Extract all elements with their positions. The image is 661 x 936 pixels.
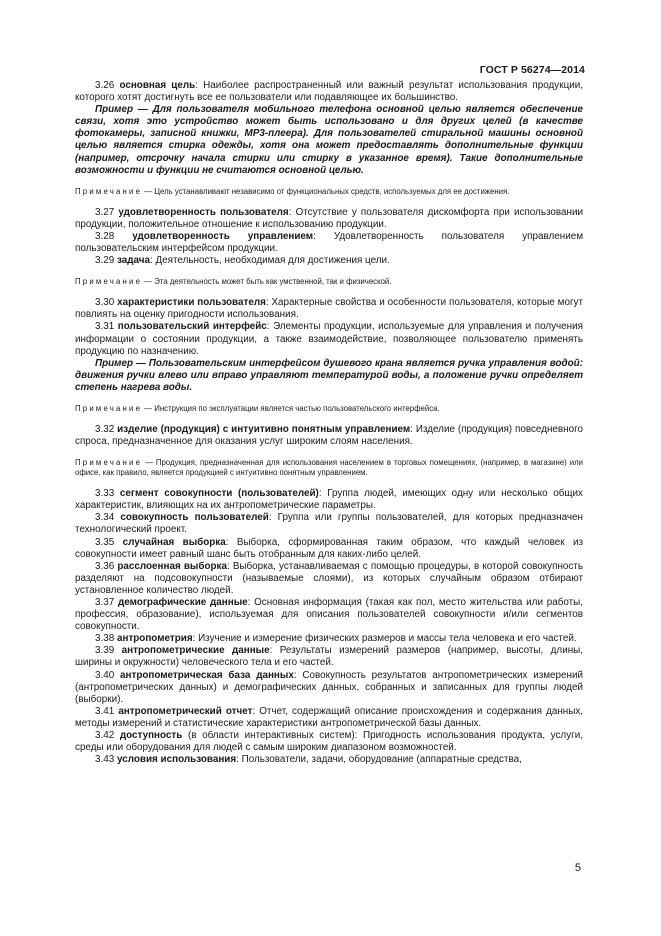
term-definition	[75, 231, 583, 255]
term-definition	[75, 80, 583, 104]
term-text: : Отчет, содержащий описание происхождения и содержания данных, методы измерений и статистические характеристики антропометрической базы данных.	[75, 705, 584, 729]
term-name: удовлетворенность пользователя	[118, 206, 289, 218]
term-text: : Совокупность результатов антропометрических измерений (антропометрических данных) и демографических данных, собранных и записанных для группы людей (выборки).	[75, 669, 584, 705]
term-text: : Деятельность, необходимая для достижения цели.	[150, 255, 390, 267]
example-paragraph: Пример — Для пользователя мобильного телефона основной целью является обеспечение связи, хотя это устройство может быть использовано и для других целей (в качестве фотокамеры, записной книжки, MP3-плеера). Для пользователей стиральной машины основной целью является стирка одежды, хотя она может предоставлять дополнительные функции (например, отсрочку начала стирки или стирку в указанное время). Такие дополнительные возможности и функции не считаются основной целью.	[75, 104, 583, 176]
spacer	[75, 394, 583, 404]
term-name: пользовательский интерфейс	[117, 321, 267, 333]
note-text: — Продукция, предназначенная для использования населением в торговых помещениях, (например, в магазине) или офисе, как правило, является продукцией с интуитивно понятным управлением.	[75, 458, 583, 478]
term-definition	[75, 754, 583, 766]
term-definition	[75, 633, 583, 645]
clause-number: 3.33	[95, 488, 115, 500]
spacer	[75, 448, 583, 458]
term-name: задача	[116, 255, 150, 267]
term-text: : Наиболее распространенный или важный результат использования продукции, которого хотят достигнуть все ее пользователи или подавляющее их большинство.	[75, 80, 583, 104]
note-text: — Цель устанавливают независимо от функциональных средств, используемых для ее достижения.	[142, 186, 510, 196]
clause-number: 3.43	[95, 754, 115, 766]
clause-number: 3.39	[95, 645, 115, 657]
term-definition	[75, 730, 583, 754]
term-text: : Выборка, устанавливаемая с помощью процедуры, в которой совокупность разделяют на подсовокупности (называемые слоями), из которых случайным образом отбирают установленное количество людей.	[75, 560, 583, 596]
clause-number: 3.42	[95, 730, 115, 742]
term-name: изделие (продукция) с интуитивно понятным управлением	[117, 423, 411, 435]
clause-number: 3.30	[95, 297, 115, 309]
spacer	[75, 177, 583, 187]
note-text: — Инструкция по эксплуатации является частью пользовательского интерфейса.	[142, 403, 440, 413]
term-text: : Основная информация (такая как пол, место жительства или работы, профессия, образование), используемая для описания пользователей совокупности и/или сегментов совокупности.	[75, 597, 583, 633]
term-text: : Пользователи, задачи, оборудование (аппаратные средства,	[236, 754, 522, 766]
spacer	[75, 197, 583, 207]
note-paragraph	[75, 404, 583, 414]
term-text: : Группа или группы пользователей, для которых предназначен технологический проект.	[75, 512, 583, 536]
term-text: : Выборка, сформированная таким образом, что каждый человек из совокупности имеет равный шанс быть отобранным для каких-либо целей.	[75, 536, 583, 560]
clause-number: 3.31	[95, 321, 115, 333]
term-definition	[75, 670, 583, 706]
term-name: антропометрические данные	[121, 645, 270, 657]
term-name: демографические данные	[117, 597, 248, 608]
term-text: (в области интерактивных систем): Пригодность использования продукта, услуги, среды или оборудования для людей с самым широким диапазоном возможностей.	[75, 730, 583, 754]
term-name: условия использования	[116, 754, 237, 766]
term-name: расслоенная выборка	[117, 560, 227, 572]
term-definition	[75, 488, 583, 512]
term-text: : Изделие (продукция) повседневного спроса, предназначенное для оказания услуг широким слоям населения.	[75, 423, 583, 448]
term-text: : Результаты измерений размеров (например, высоты, длины, ширины и окружности) человеческого тела и его частей.	[75, 645, 584, 669]
note-text: — Эта деятельность может быть как умственной, так и физической.	[142, 277, 392, 287]
term-definition	[75, 255, 583, 267]
document-body	[75, 80, 583, 766]
term-definition	[75, 706, 583, 730]
term-text: : Группа людей, имеющих одну или несколько общих характеристик, влияющих на их антропометрические параметры.	[75, 488, 583, 512]
term-text: : Удовлетворенность пользователя управлением пользовательским интерфейсом продукции.	[75, 230, 584, 255]
term-name: характеристики пользователя	[117, 297, 266, 309]
clause-number: 3.26	[95, 80, 115, 91]
term-text: : Элементы продукции, используемые для управления и получения информации о состоянии продукции, а также взаимодействие, позволяющее пользователю применять продукцию по назначению.	[75, 321, 583, 357]
term-definition	[75, 561, 583, 597]
term-text: : Характерные свойства и особенности пользователя, которые могут повлиять на оценку пригодности использования.	[75, 297, 584, 321]
term-name: удовлетворенность управлением	[132, 230, 314, 242]
clause-number: 3.29	[95, 255, 115, 267]
term-definition	[75, 424, 583, 448]
note-paragraph	[75, 187, 583, 197]
term-name: антропометрический отчет	[118, 705, 253, 717]
term-definition	[75, 297, 583, 321]
clause-number: 3.28	[95, 230, 115, 242]
term-text: : Отсутствие у пользователя дискомфорта при использовании продукции, положительное отношение к использованию продукции.	[75, 206, 583, 230]
term-name: доступность	[119, 730, 183, 742]
term-name: сегмент совокупности (пользователей)	[119, 488, 319, 500]
clause-number: 3.36	[95, 560, 115, 572]
clause-number: 3.38	[95, 633, 115, 645]
clause-number: 3.35	[95, 536, 115, 548]
note-paragraph	[75, 458, 583, 478]
clause-number: 3.27	[95, 206, 115, 218]
clause-number: 3.40	[95, 669, 115, 681]
spacer	[75, 414, 583, 424]
clause-number: 3.37	[95, 597, 115, 608]
term-name: основная цель	[119, 80, 196, 91]
note-label: Примечание	[75, 186, 143, 196]
term-definition	[75, 537, 583, 561]
spacer	[75, 287, 583, 297]
clause-number: 3.41	[95, 705, 115, 717]
term-name: совокупность пользователей	[120, 512, 269, 524]
clause-number: 3.34	[95, 512, 115, 524]
spacer	[75, 478, 583, 488]
term-name: антропометрия	[116, 633, 193, 645]
example-paragraph: Пример — Пользовательским интерфейсом душевого крана является ручка управления водой: движения ручки влево или вправо управляют температурой воды, а положение ручки определяет степень нагрева воды.	[75, 357, 583, 393]
note-label: Примечание	[75, 403, 143, 413]
term-definition	[75, 207, 583, 231]
term-name: антропометрическая база данных	[120, 669, 294, 681]
spacer	[75, 267, 583, 277]
term-name: случайная выборка	[122, 536, 226, 548]
note-paragraph	[75, 277, 583, 287]
term-text: : Изучение и измерение физических размеров и массы тела человека и его частей.	[192, 633, 577, 645]
clause-number: 3.32	[95, 423, 115, 435]
page-number: 5	[574, 862, 581, 874]
note-label: Примечание	[75, 458, 143, 468]
term-definition	[75, 512, 583, 536]
note-label: Примечание	[75, 277, 143, 287]
term-definition	[75, 645, 583, 669]
term-definition	[75, 321, 583, 357]
standard-header: ГОСТ Р 56274—2014	[479, 64, 585, 76]
term-definition	[75, 597, 583, 633]
